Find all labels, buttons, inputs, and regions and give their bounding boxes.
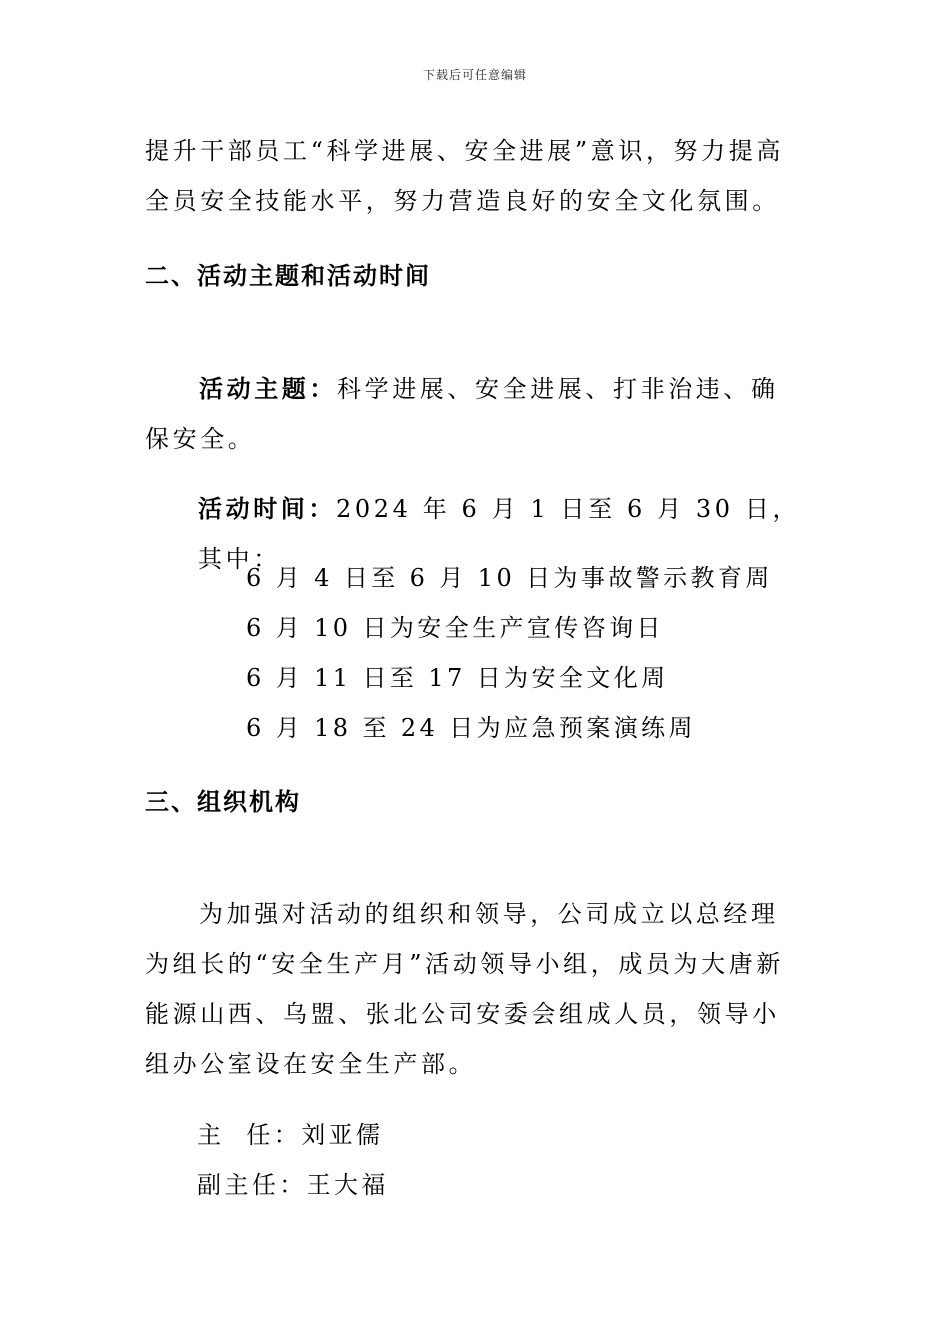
staff-name: 王大福 — [306, 1171, 389, 1199]
page-header-note: 下载后可任意编辑 — [422, 68, 527, 82]
time-label: 活动时间： — [198, 494, 336, 523]
staff-row-deputy — [197, 1160, 389, 1210]
theme-text: 科学进展、安全进展、打非治违、确保安全。 — [145, 375, 779, 453]
intro-paragraph: 提升干部员工“科学进展、安全进展”意识，努力提高全员安全技能水平，努力营造良好的安全文化氛围。 — [145, 137, 784, 215]
schedule-item: 6 月 4 日至 6 月 10 日为事故警示教育周 — [246, 564, 773, 592]
staff-name: 刘亚儒 — [301, 1121, 384, 1149]
staff-role: 主 — [197, 1121, 225, 1149]
section-heading-theme-time: 二、活动主题和活动时间 — [145, 261, 431, 290]
schedule-item: 6 月 18 至 24 日为应急预案演练周 — [246, 714, 696, 742]
staff-role: 副主 — [197, 1171, 252, 1199]
staff-list — [197, 1110, 389, 1210]
theme-label: 活动主题： — [199, 374, 337, 403]
time-text: 2024 年 6 月 1 日至 6 月 30 日，其中： — [198, 495, 801, 573]
staff-row-director — [197, 1110, 389, 1160]
schedule-list — [246, 553, 773, 753]
staff-role-suffix: 任： — [246, 1121, 302, 1149]
theme-paragraph — [145, 364, 805, 464]
organization-paragraph: 为加强对活动的组织和领导，公司成立以总经理为组长的“安全生产月”活动领导小组，成员为大唐新能源山西、乌盟、张北公司安委会组成人员，领导小组办公室设在安全生产部。 — [145, 900, 784, 1078]
section-heading-organization: 三、组织机构 — [145, 787, 301, 816]
staff-role-suffix: 任： — [251, 1171, 307, 1199]
schedule-item: 6 月 10 日为安全生产宣传咨询日 — [246, 614, 664, 642]
schedule-item: 6 月 11 日至 17 日为安全文化周 — [246, 664, 669, 692]
